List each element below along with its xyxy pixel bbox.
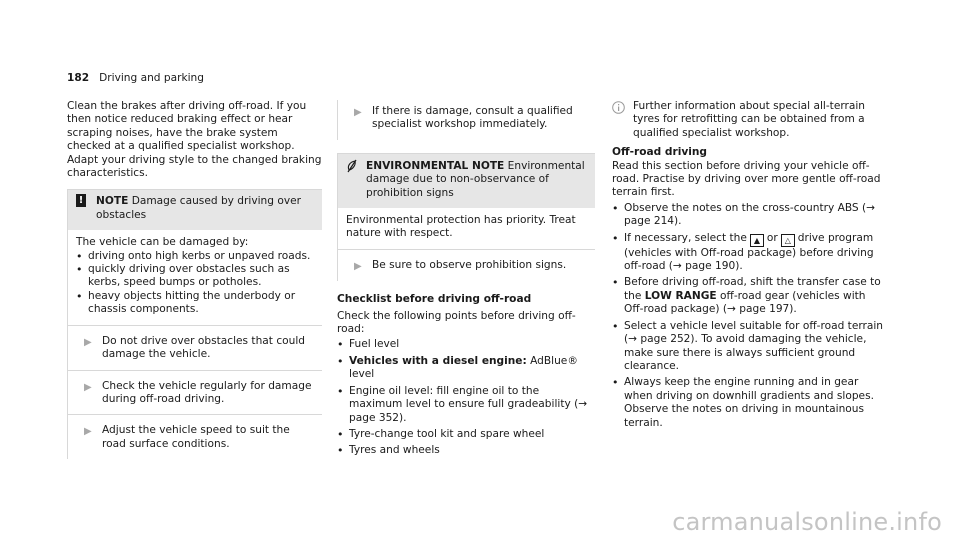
list-item: • heavy objects hitting the underbody or chassis components. — [76, 290, 314, 317]
step-arrow-icon: ▶ — [354, 260, 362, 272]
environmental-note-title-rest: Environmental damage due to non-observance of prohibition signs — [366, 159, 585, 199]
note-body — [68, 230, 322, 324]
note-title: NOTE — [96, 195, 129, 208]
section-title: Driving and parking — [99, 72, 204, 84]
list-item: • Tyre-change tool kit and spare wheel — [337, 428, 595, 441]
page-header — [67, 72, 204, 85]
checklist — [337, 338, 595, 457]
continued-step-box — [337, 100, 595, 140]
step-arrow-icon: ▶ — [84, 426, 92, 438]
action-step — [338, 249, 595, 281]
action-step — [68, 325, 322, 370]
list-item: • Tyres and wheels — [337, 444, 595, 457]
step-text: Do not drive over obstacles that could damage the vehicle. — [102, 334, 306, 361]
step-text: Adjust the vehicle speed to suit the road surface conditions. — [102, 424, 290, 450]
offroad-intro: Read this section before driving your vehicle off-road. Practise by driving over more gentle off-road terrain first. — [612, 159, 881, 199]
environment-leaf-icon — [346, 159, 358, 173]
offroad-plus-mode-icon: △ — [781, 234, 795, 247]
offroad-mode-icon: ▲ — [750, 234, 764, 247]
note-box — [67, 189, 322, 459]
offroad-heading: Off-road driving — [612, 146, 708, 159]
environmental-note-header — [338, 154, 595, 208]
column-1 — [67, 100, 322, 459]
action-step — [68, 414, 322, 459]
environmental-note-text: Environmental protection has priority. Treat nature with respect. — [346, 214, 576, 240]
list-item: • Always keep the engine running and in gear when driving on downhill gradients and slopes. Observe the notes on driving in mountainous terrain. — [612, 376, 884, 430]
note-header — [68, 190, 322, 230]
list-item: • Vehicles with a diesel engine: AdBlue® level — [337, 355, 595, 382]
list-item: • quickly driving over obstacles such as kerbs, speed bumps or potholes. — [76, 263, 314, 290]
note-title-rest: Damage caused by driving over obstacles — [96, 195, 301, 221]
list-item: • Fuel level — [337, 338, 595, 351]
offroad-bullet-list — [612, 202, 884, 430]
list-item: • Select a vehicle level suitable for off-road terrain (→ page 252). To avoid damaging the vehicle, make sure there is always sufficient ground clearance. — [612, 320, 884, 374]
info-note — [612, 100, 884, 140]
action-step — [68, 370, 322, 415]
environmental-note-box — [337, 153, 595, 281]
list-item: • Engine oil level: fill engine oil to the maximum level to ensure full gradeability (→ page 352). — [337, 385, 595, 425]
list-item: • If necessary, select the ▲ or △ drive program (vehicles with Off-road package) before driving off-road (→ page 190). — [612, 232, 884, 274]
step-text: If there is damage, consult a qualified specialist workshop immediately. — [372, 105, 573, 131]
info-icon — [612, 101, 625, 114]
watermark: carmanualsonline.info — [672, 507, 942, 536]
list-item: • Before driving off-road, shift the transfer case to the LOW RANGE off-road gear (vehicles with Off-road package) (→ page 197). — [612, 276, 884, 316]
list-item: • Observe the notes on the cross-country ABS (→ page 214). — [612, 202, 884, 229]
step-arrow-icon: ▶ — [354, 107, 362, 118]
note-bullet-list — [76, 250, 314, 317]
column-2 — [337, 100, 595, 458]
intro-paragraph: Clean the brakes after driving off-road. If you then notice reduced braking effect or hear scraping noises, have the brake system checked at a qualified specialist workshop. Adapt your driving style to the changed braking characteristics. — [67, 100, 322, 180]
checklist-heading: Checklist before driving off-road — [337, 293, 532, 306]
page-number: 182 — [67, 72, 90, 84]
note-body-text: The vehicle can be damaged by: — [76, 236, 249, 249]
step-text: Be sure to observe prohibition signs. — [372, 258, 567, 271]
warning-exclamation-icon: ! — [76, 194, 86, 207]
list-item: • driving onto high kerbs or unpaved roads. — [76, 250, 314, 263]
environmental-note-title: ENVIRONMENTAL NOTE — [366, 159, 505, 172]
checklist-intro: Check the following points before driving off-road: — [337, 309, 576, 336]
step-arrow-icon: ▶ — [84, 381, 92, 393]
step-text: Check the vehicle regularly for damage during off-road driving. — [102, 379, 312, 405]
environmental-note-body — [338, 208, 595, 249]
info-text: Further information about special all-terrain tyres for retrofitting can be obtained from a qualified specialist workshop. — [633, 100, 866, 139]
column-3 — [612, 100, 884, 430]
step-arrow-icon: ▶ — [84, 336, 92, 348]
action-step — [338, 100, 595, 140]
